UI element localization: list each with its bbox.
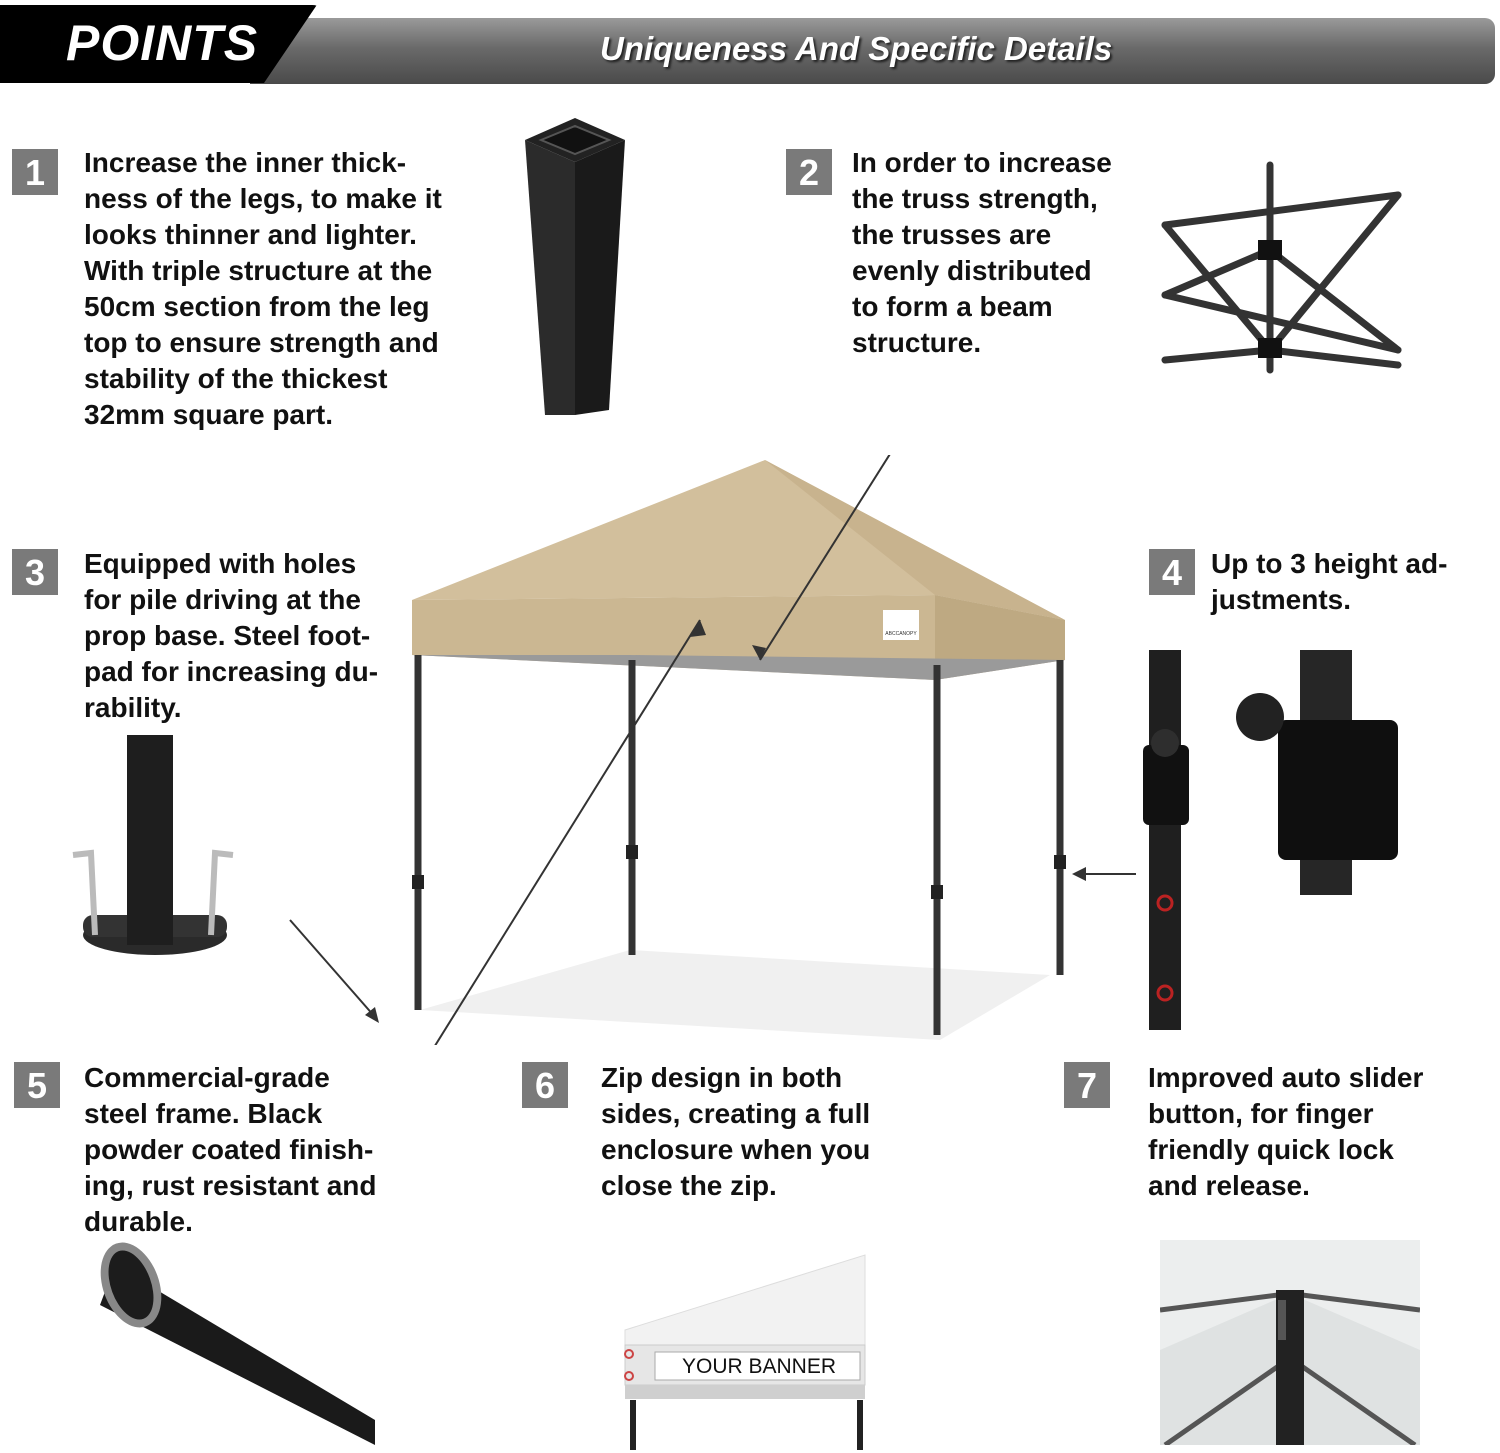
point-5-text: Commercial-grade steel frame. Black powder coated finish- ing, rust resistant and durable.: [84, 1062, 377, 1237]
square-leg-image: [515, 110, 635, 420]
slider-image: [1160, 1240, 1420, 1445]
point-5-number: 5: [14, 1062, 60, 1108]
point-7-text: Improved auto slider button, for finger friendly quick lock and release.: [1148, 1062, 1424, 1201]
arrow-point-4: [1070, 862, 1140, 886]
point-4-text: Up to 3 height ad- justments.: [1211, 548, 1448, 615]
brand-label: ABCCANOPY: [885, 631, 917, 637]
point-2-number: 2: [786, 149, 832, 195]
point-3-number: 3: [12, 549, 58, 595]
point-3-text: Equipped with holes for pile driving at the prop base. Steel foot- pad for increasing du- rability.: [84, 548, 379, 723]
banner-text: YOUR BANNER: [682, 1355, 837, 1378]
footpad-image: [65, 735, 245, 965]
header-subtitle: Uniqueness And Specific Details: [600, 30, 1113, 67]
point-1-text: Increase the inner thick- ness of the legs, to make it looks thinner and lighter. With triple structure at the 50cm section from the leg top to ensure strength and stability of the thickest 32mm square part.: [84, 147, 442, 430]
point-1-number: 1: [12, 149, 58, 195]
point-6-number: 6: [522, 1062, 568, 1108]
point-4-number: 4: [1149, 549, 1195, 595]
arrow-point-3: [285, 915, 385, 1030]
header-title: POINTS: [66, 15, 259, 71]
canopy-image: [400, 455, 1080, 1045]
banner-image: [615, 1250, 870, 1450]
truss-image: [1160, 155, 1405, 375]
point-6-text: Zip design in both sides, creating a full enclosure when you close the zip.: [601, 1062, 871, 1201]
height-adjust-image: [1135, 645, 1410, 1035]
point-2-text: In order to increase the truss strength, the trusses are evenly distributed to form a beam structure.: [852, 147, 1112, 358]
oval-frame-image: [95, 1240, 385, 1445]
point-7-number: 7: [1064, 1062, 1110, 1108]
